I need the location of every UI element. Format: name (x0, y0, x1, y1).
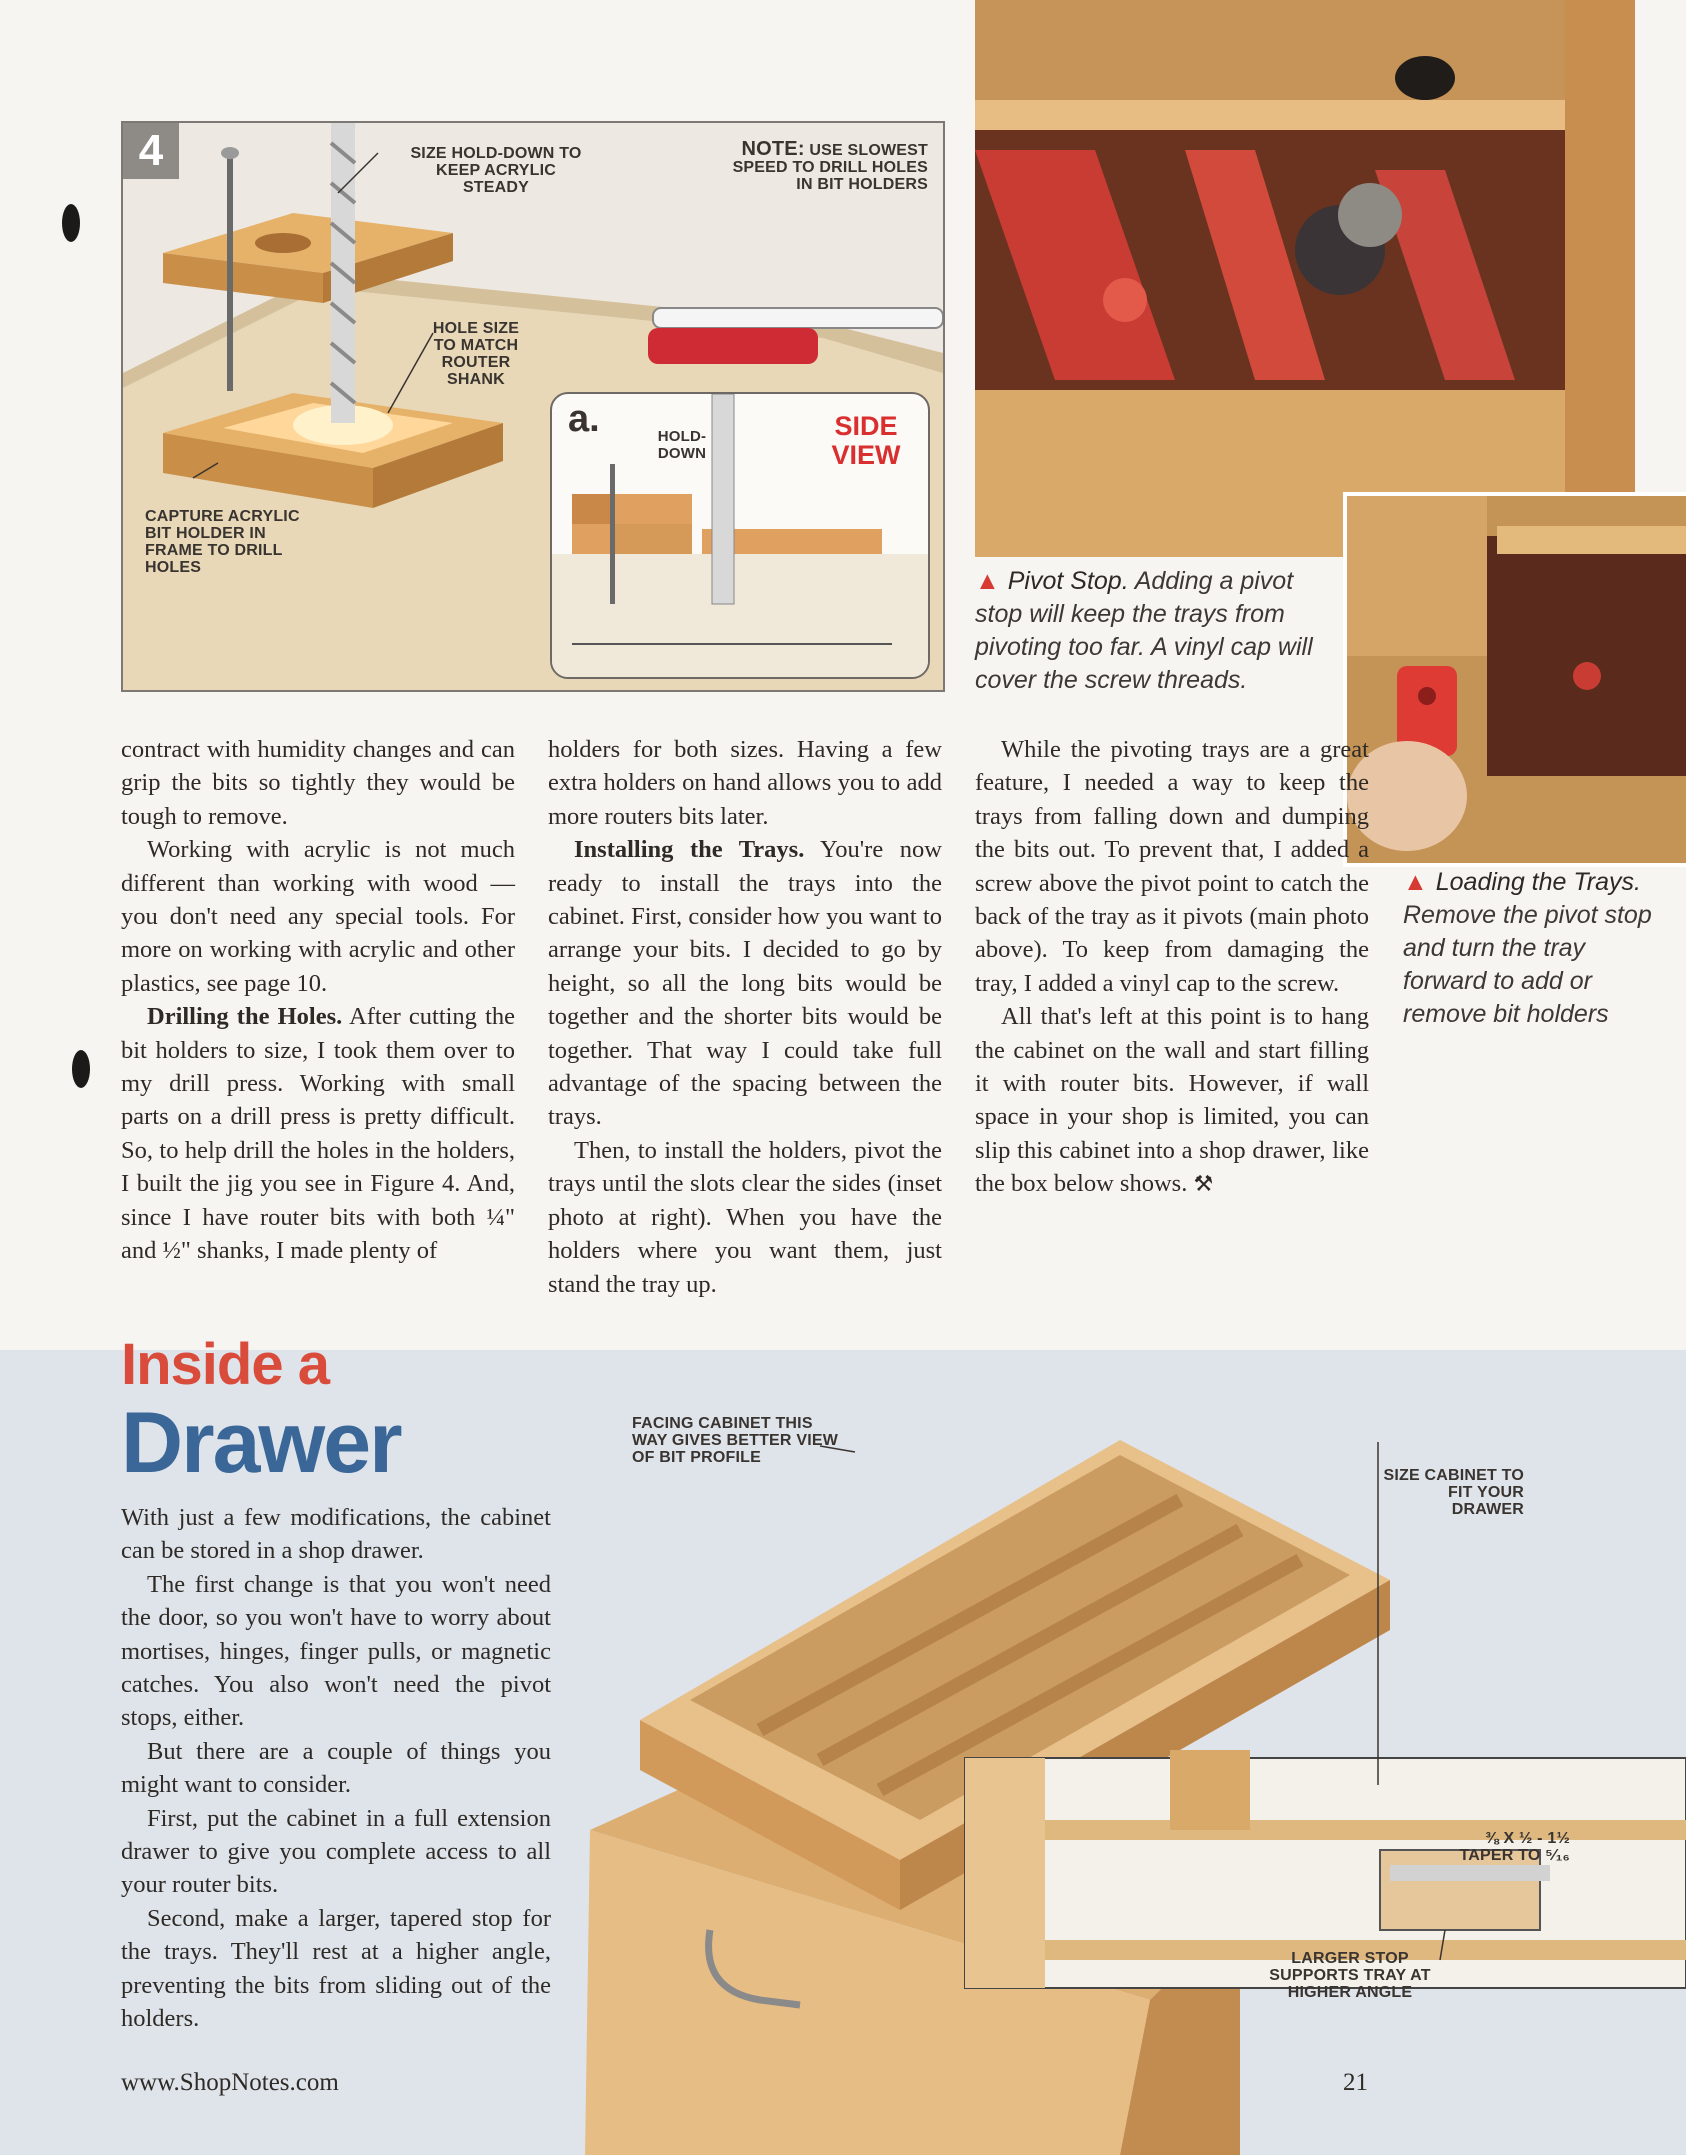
column-3 (975, 733, 1369, 1202)
binder-hole-middle (72, 1050, 90, 1088)
end-mark-icon: ⚒ (1193, 1172, 1214, 1198)
loading-trays-photo (1347, 496, 1686, 863)
caption-loading-trays (1403, 866, 1673, 1031)
run-in-heading: Drilling the Holes. (147, 1003, 343, 1031)
triangle-icon: ▲ (975, 567, 1000, 595)
figure-4-drill-jig (121, 121, 945, 692)
paragraph-text: After cutting the bit holders to size, I took them over to my drill press. Working with small parts on a drill press is pretty difficult. So, to help drill the holes in the holders, I built the jig you see in Figure 4. And, since I have router bits with both ¼" and ½" shanks, I made plenty of (121, 1003, 516, 1265)
column-1-paragraph (121, 1000, 515, 1267)
callout-size-holddown: SIZE HOLD-DOWN TO KEEP ACRYLIC STEADY (410, 145, 582, 196)
photo-loading-trays (1343, 492, 1686, 867)
paragraph-text: All that's left at this point is to hang the cabinet on the wall and start filling it with router bits. However, if wall space in your shop is limited, you can slip this cabinet into a shop drawer, like the box below shows. (975, 1003, 1369, 1198)
sidebar-paragraph: But there are a couple of things you might want to consider. (121, 1737, 551, 1799)
caption-pivot-stop-title: Pivot Stop. (1007, 567, 1129, 595)
note-text: USE SLOWEST SPEED TO DRILL HOLES IN BIT HOLDERS (732, 142, 928, 193)
callout-taper: ⅜ X ½ - 1½ TAPER TO ⁵⁄₁₆ (1459, 1830, 1570, 1864)
callout-capture: CAPTURE ACRYLIC BIT HOLDER IN FRAME TO DRILL HOLES (145, 508, 300, 576)
column-2-paragraph: Then, to install the holders, pivot the trays until the slots clear the sides (inset photo at right). When you have the holders where you want them, just stand the tray up. (548, 1136, 942, 1298)
binder-hole-top (62, 204, 80, 242)
sidebar-paragraph: With just a few modifications, the cabinet can be stored in a shop drawer. (121, 1504, 551, 1565)
column-1 (121, 733, 515, 1268)
column-1-paragraph: contract with humidity changes and can grip the bits so tightly they would be tough to remove. (121, 736, 515, 830)
caption-loading-title: Loading the Trays. (1435, 868, 1641, 896)
column-1-paragraph: Working with acrylic is not much different than working with wood — you don't need any special tools. For more on working with acrylic and other plastics, see page 10. (121, 836, 515, 997)
callout-size-cabinet: SIZE CABINET TO FIT YOUR DRAWER (1383, 1467, 1524, 1518)
cabinet-photo (975, 0, 1635, 557)
callout-note (713, 138, 928, 193)
callout-holddown: HOLD- DOWN (657, 428, 707, 462)
column-2-paragraph (548, 833, 942, 1134)
note-label: NOTE: (741, 138, 805, 160)
inset-side-view (550, 392, 930, 679)
sidebar-text (121, 1501, 551, 2036)
photo-pivot-stop (975, 0, 1635, 557)
caption-pivot-stop-text: Adding a pivot stop will keep the trays from pivoting too far. A vinyl cap will cover the screw threads. (975, 567, 1313, 694)
column-3-paragraph (975, 1000, 1369, 1201)
page-number: 21 (1343, 2069, 1368, 2096)
sidebar-paragraph: Second, make a larger, tapered stop for the trays. They'll rest at a higher angle, preventing the bits from sliding out of the holders. (121, 1904, 551, 2033)
side-view-label: SIDE VIEW (831, 411, 901, 470)
inset-letter: a. (568, 398, 600, 440)
callout-facing-cabinet: FACING CABINET THIS WAY GIVES BETTER VIEW OF BIT PROFILE (632, 1415, 839, 1466)
paragraph-text: You're now ready to install the trays into the cabinet. First, consider how you want to arrange your bits. I decided to go by height, so all the long bits would be together and the shorter bits would be together. That way I could take full advantage of the spacing between the trays. (548, 836, 942, 1131)
sidebar-paragraph: First, put the cabinet in a full extension drawer to give you complete access to all your router bits. (121, 1804, 551, 1899)
figure-number: 4 (123, 123, 179, 179)
callout-larger-stop: LARGER STOP SUPPORTS TRAY AT HIGHER ANGLE (1269, 1950, 1431, 2001)
triangle-icon: ▲ (1403, 868, 1428, 896)
caption-loading-text: Remove the pivot stop and turn the tray forward to add or remove bit holders (1403, 901, 1652, 1028)
sidebar-headline-small: Inside a (121, 1332, 329, 1397)
sidebar-headline-big: Drawer (121, 1395, 401, 1491)
caption-pivot-stop (975, 565, 1335, 697)
column-2 (548, 733, 942, 1301)
sidebar-paragraph: The first change is that you won't need the door, so you won't have to worry about mortises, hinges, finger pulls, or magnetic catches. You also won't need the pivot stops, either. (121, 1570, 551, 1732)
run-in-heading: Installing the Trays. (574, 836, 805, 864)
column-3-paragraph: While the pivoting trays are a great feature, I needed a way to keep the trays from falling down and dumping the bits out. To prevent that, I added a screw above the pivot point to catch the back of the tray as it pivots (main photo above). To keep from damaging the tray, I added a vinyl cap to the screw. (975, 736, 1369, 997)
column-2-paragraph: holders for both sizes. Having a few extra holders on hand allows you to add more routers bits later. (548, 736, 942, 830)
footer-url[interactable]: www.ShopNotes.com (121, 2069, 339, 2096)
callout-hole-size: HOLE SIZE TO MATCH ROUTER SHANK (432, 320, 520, 388)
